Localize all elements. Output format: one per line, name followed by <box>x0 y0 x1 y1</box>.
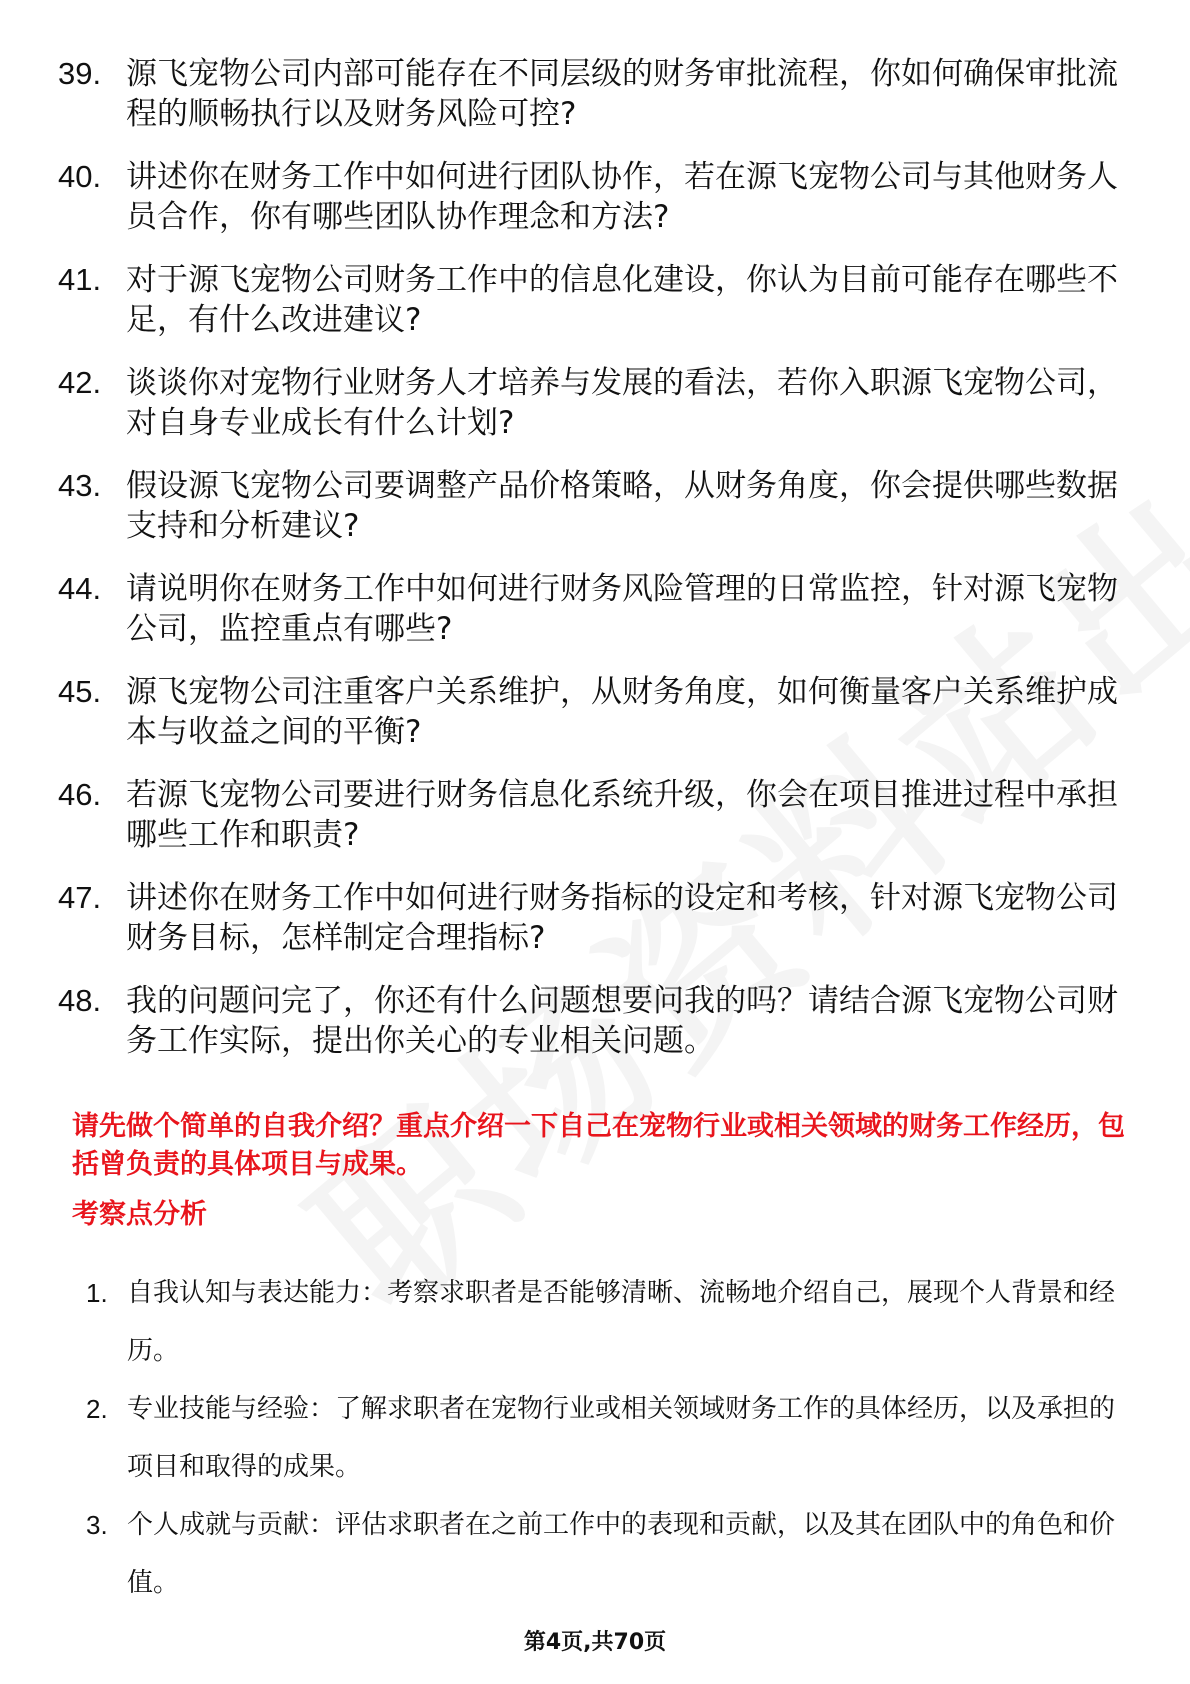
question-item <box>58 260 1118 340</box>
question-item <box>58 981 1118 1061</box>
question-number: 41. <box>58 262 102 297</box>
question-text: 对于源飞宠物公司财务工作中的信息化建设，你认为目前可能存在哪些不足，有什么改进建议? <box>126 262 1118 338</box>
question-text: 我的问题问完了，你还有什么问题想要问我的吗？请结合源飞宠物公司财务工作实际，提出你关心的专业相关问题。 <box>126 983 1118 1059</box>
question-text: 谈谈你对宠物行业财务人才培养与发展的看法，若你入职源飞宠物公司，对自身专业成长有什么计划? <box>126 365 1118 441</box>
analysis-number: 1. <box>86 1278 108 1308</box>
page-footer: 第4页,共70页 <box>523 1630 667 1655</box>
analysis-number: 2. <box>86 1394 108 1424</box>
question-item <box>58 672 1118 752</box>
question-number: 42. <box>58 365 102 400</box>
question-text: 讲述你在财务工作中如何进行团队协作，若在源飞宠物公司与其他财务人员合作，你有哪些团队协作理念和方法? <box>126 159 1118 235</box>
question-item <box>58 363 1118 443</box>
question-number: 40. <box>58 159 102 194</box>
analysis-item <box>86 1496 1126 1612</box>
question-number: 39. <box>58 56 102 91</box>
question-number: 47. <box>58 880 102 915</box>
question-number: 45. <box>58 674 102 709</box>
question-text: 若源飞宠物公司要进行财务信息化系统升级，你会在项目推进过程中承担哪些工作和职责? <box>126 777 1118 853</box>
analysis-text: 自我认知与表达能力：考察求职者是否能够清晰、流畅地介绍自己，展现个人背景和经历。 <box>127 1278 1116 1366</box>
question-item <box>58 775 1118 855</box>
question-text: 源飞宠物公司注重客户关系维护，从财务角度，如何衡量客户关系维护成本与收益之间的平衡? <box>126 674 1118 750</box>
question-text: 讲述你在财务工作中如何进行财务指标的设定和考核，针对源飞宠物公司财务目标，怎样制定合理指标? <box>126 880 1118 956</box>
analysis-number: 3. <box>86 1510 108 1540</box>
analysis-list <box>86 1264 1126 1612</box>
question-item <box>58 569 1118 649</box>
analysis-item <box>86 1380 1126 1496</box>
question-number: 44. <box>58 571 102 606</box>
question-text: 请说明你在财务工作中如何进行财务风险管理的日常监控，针对源飞宠物公司，监控重点有哪些? <box>126 571 1118 647</box>
question-number: 46. <box>58 777 102 812</box>
question-text: 假设源飞宠物公司要调整产品价格策略，从财务角度，你会提供哪些数据支持和分析建议? <box>126 468 1118 544</box>
highlight-question: 请先做个简单的自我介绍？重点介绍一下自己在宠物行业或相关领域的财务工作经历，包括曾负责的具体项目与成果。 <box>72 1111 1125 1180</box>
question-list <box>58 54 1118 1084</box>
analysis-item <box>86 1264 1126 1380</box>
analysis-text: 个人成就与贡献：评估求职者在之前工作中的表现和贡献，以及其在团队中的角色和价值。 <box>127 1510 1116 1598</box>
question-text: 源飞宠物公司内部可能存在不同层级的财务审批流程，你如何确保审批流程的顺畅执行以及财务风险可控? <box>126 56 1118 132</box>
question-item <box>58 878 1118 958</box>
question-number: 48. <box>58 983 102 1018</box>
question-number: 43. <box>58 468 102 503</box>
question-item <box>58 157 1118 237</box>
question-item <box>58 54 1118 134</box>
question-item <box>58 466 1118 546</box>
analysis-text: 专业技能与经验：了解求职者在宠物行业或相关领域财务工作的具体经历，以及承担的项目和取得的成果。 <box>127 1394 1116 1482</box>
analysis-title: 考察点分析 <box>72 1199 207 1230</box>
